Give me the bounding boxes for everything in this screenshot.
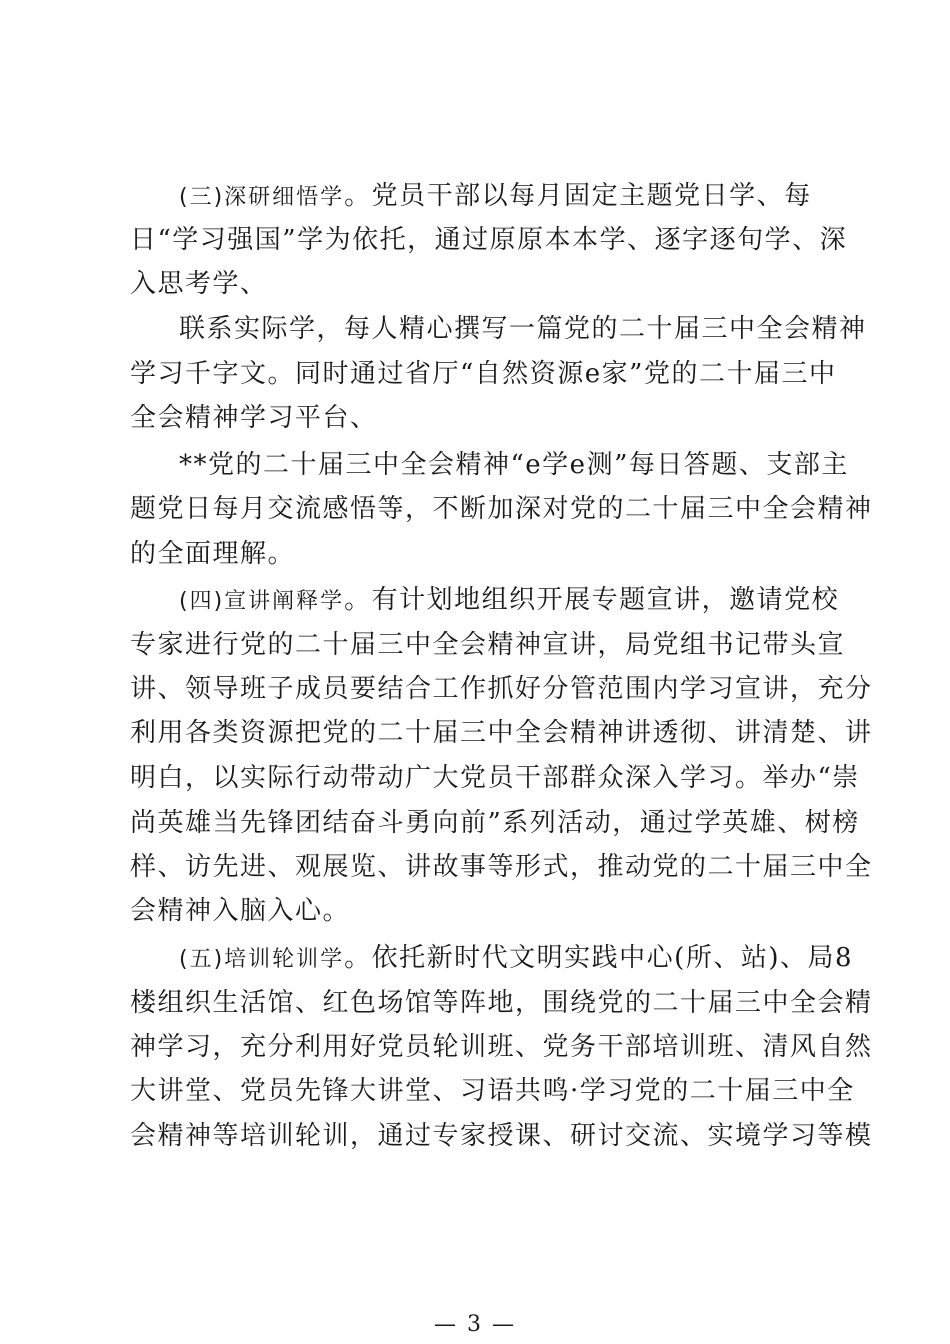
paragraph-line (179, 582, 840, 618)
paragraph-line: 神学习，充分利用好党员轮训班、党务干部培训班、清风自然 (130, 1032, 873, 1062)
paragraph-line: 样、访先进、观展览、讲故事等形式，推动党的二十届三中全 (130, 852, 873, 882)
paragraph-line: **党的二十届三中全会精神“e学e测”每日答题、支部主 (179, 450, 849, 480)
section-heading: (三)深研细悟学 (179, 185, 345, 210)
paragraph-line: 大讲堂、党员先锋大讲堂、习语共鸣·学习党的二十届三中全 (130, 1076, 855, 1106)
paragraph-line: 明白，以实际行动带动广大党员干部群众深入学习。举办“崇 (130, 763, 860, 793)
paragraph-line: 专家进行党的二十届三中全会精神宣讲，局党组书记带头宣 (130, 630, 846, 660)
paragraph-line: 入思考学、 (130, 269, 268, 299)
paragraph-text: 。依托新时代文明实践中心(所、站)、局8 (344, 943, 854, 973)
paragraph-line: 学习千字文。同时通过省厅“自然资源e家”党的二十届三中 (130, 359, 837, 389)
paragraph-line: 尚英雄当先锋团结奋斗勇向前”系列活动，通过学英雄、树榜 (130, 808, 860, 838)
paragraph-line: 题党日每月交流感悟等，不断加深对党的二十届三中全会精神 (130, 494, 873, 524)
section-heading: (五)培训轮训学 (179, 947, 345, 972)
paragraph-line: 日“学习强国”学为依托，通过原原本本学、逐字逐句学、深 (130, 225, 848, 255)
paragraph-line: 会精神等培训轮训，通过专家授课、研讨交流、实境学习等模 (130, 1121, 873, 1151)
paragraph-text: 。党员干部以每月固定主题党日学、每 (344, 181, 812, 211)
page-number: — 3 — (434, 1312, 516, 1337)
paragraph-line: 利用各类资源把党的二十届三中全会精神讲透彻、讲清楚、讲 (130, 718, 873, 748)
paragraph-line (179, 178, 830, 214)
paragraph-line: 会精神入脑入心。 (130, 896, 351, 926)
paragraph-line: 楼组织生活馆、红色场馆等阵地，围绕党的二十届三中全会精 (130, 988, 873, 1018)
paragraph-line: 的全面理解。 (130, 539, 296, 569)
paragraph-text: 。有计划地组织开展专题宣讲，邀请党校 (344, 585, 840, 615)
paragraph-line (179, 940, 854, 976)
paragraph-line: 联系实际学，每人精心撰写一篇党的二十届三中全会精神 (179, 314, 867, 344)
section-heading: (四)宣讲阐释学 (179, 589, 345, 614)
paragraph-line: 讲、领导班子成员要结合工作抓好分管范围内学习宣讲，充分 (130, 674, 873, 704)
paragraph-line: 全会精神学习平台、 (130, 403, 378, 433)
